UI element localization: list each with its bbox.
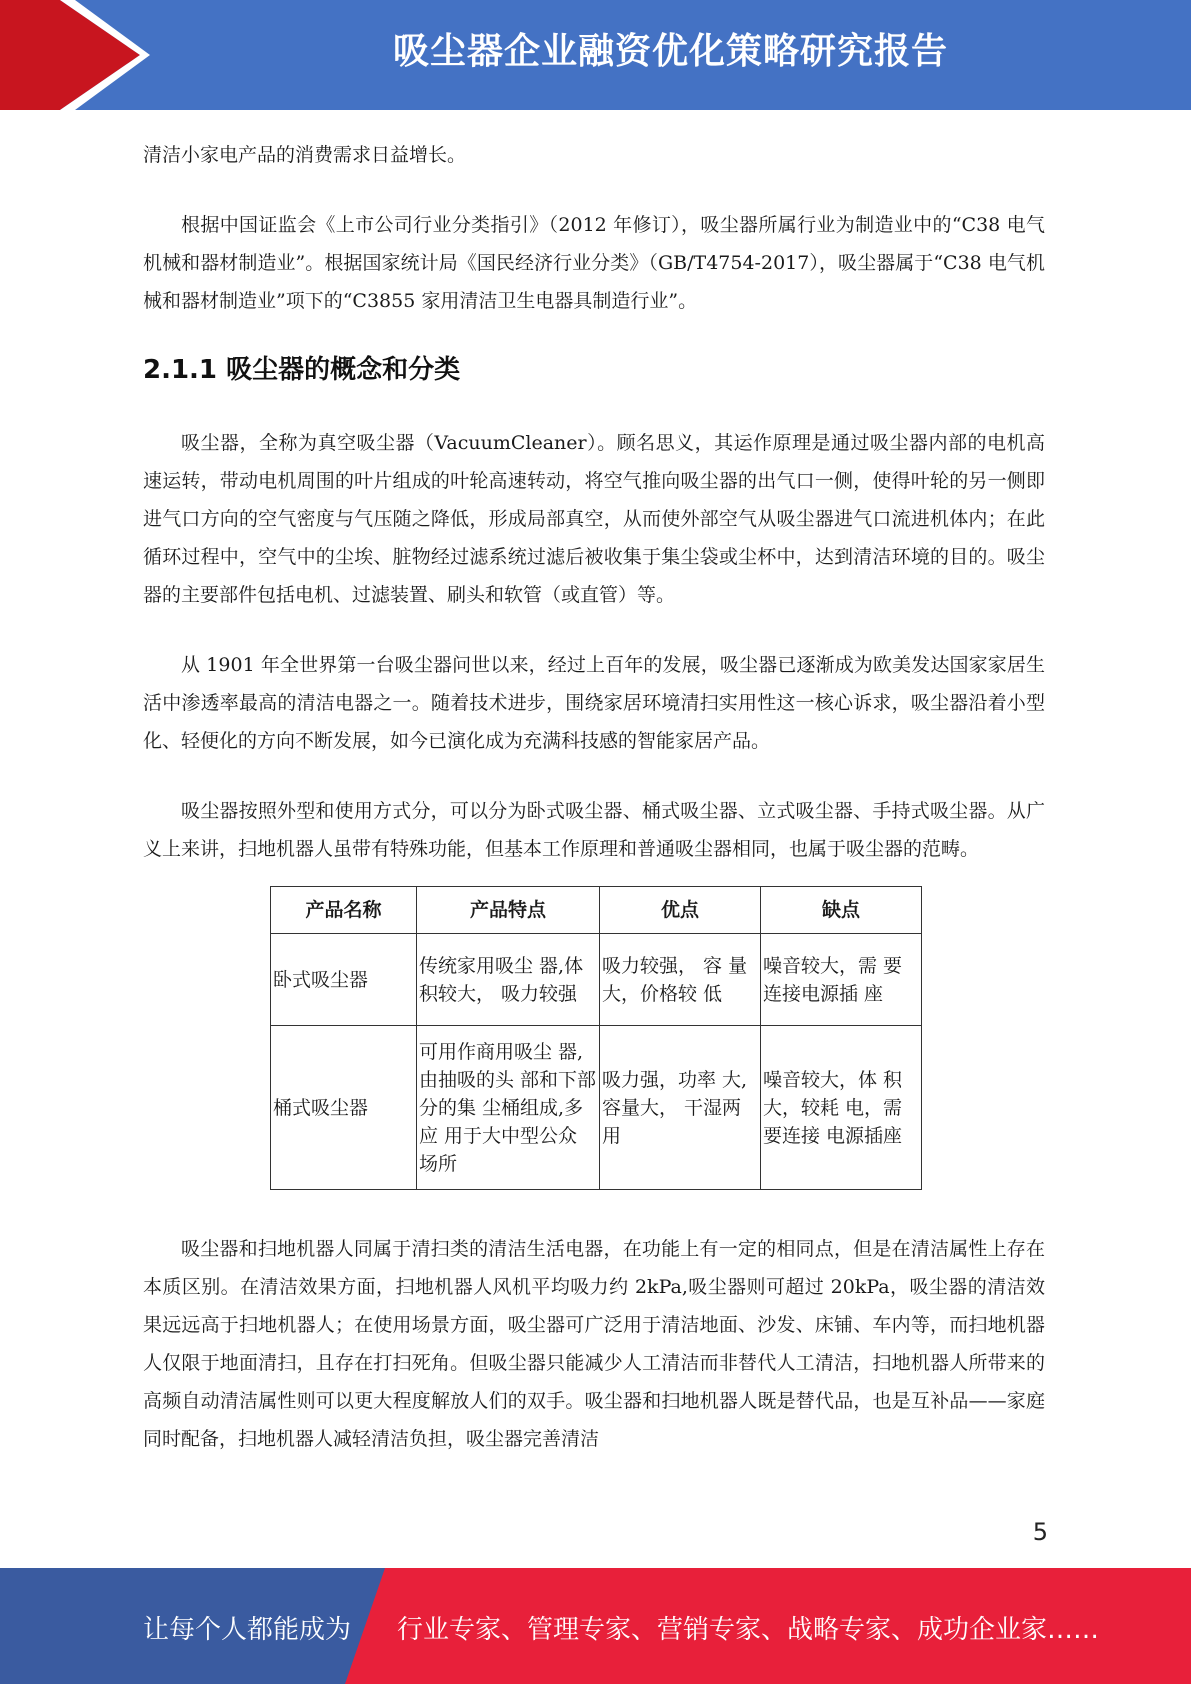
table-cell: 噪音较大，需 要连接电源插 座	[761, 934, 922, 1026]
footer-slogan-left: 让每个人都能成为	[143, 1615, 352, 1645]
footer-slogan-right: 行业专家、管理专家、营销专家、战略专家、成功企业家……	[397, 1615, 1100, 1645]
page-header	[0, 0, 1191, 110]
table-header-cell: 产品特点	[417, 887, 600, 934]
table-cell: 吸力强，功率 大,容量大， 干湿两用	[600, 1026, 761, 1190]
section-heading: 2.1.1 吸尘器的概念和分类	[143, 355, 461, 385]
table-cell: 卧式吸尘器	[271, 934, 417, 1026]
table-header-cell: 缺点	[761, 887, 922, 934]
paragraph: 吸尘器，全称为真空吸尘器（VacuumCleaner）。顾名思义，其运作原理是通过吸尘器内部的电机高速运转，带动电机周围的叶片组成的叶轮高速转动，将空气推向吸尘器的出气口一侧，使得叶轮的另一侧即进气口方向的空气密度与气压随之降低，形成局部真空，从而使外部空气从吸尘器进气口流进机体内；在此循环过程中，空气中的尘埃、脏物经过滤系统过滤后被收集于集尘袋或尘杯中，达到清洁环境的目的。吸尘器的主要部件包括电机、过滤装置、刷头和软管（或直管）等。	[143, 432, 1045, 606]
table-cell: 噪音较大，体 积大，较耗 电，需要连接 电源插座	[761, 1026, 922, 1190]
header-arrow-decoration	[0, 0, 150, 110]
header-title: 吸尘器企业融资优化策略研究报告	[392, 31, 948, 72]
table-row	[271, 1026, 922, 1190]
paragraph: 吸尘器按照外型和使用方式分，可以分为卧式吸尘器、桶式吸尘器、立式吸尘器、手持式吸尘器。从广义上来讲，扫地机器人虽带有特殊功能，但基本工作原理和普通吸尘器相同，也属于吸尘器的范畴。	[143, 800, 1045, 860]
table-row	[271, 934, 922, 1026]
paragraph: 清洁小家电产品的消费需求日益增长。	[143, 144, 467, 166]
document-body	[143, 136, 1045, 1458]
table-header-cell: 优点	[600, 887, 761, 934]
page-number: 5	[1032, 1518, 1048, 1546]
paragraph: 吸尘器和扫地机器人同属于清扫类的清洁生活电器，在功能上有一定的相同点，但是在清洁属性上存在本质区别。在清洁效果方面，扫地机器人风机平均吸力约 2kPa,吸尘器则可超过 20kPa，吸尘器的清洁效果远远高于扫地机器人；在使用场景方面，吸尘器可广泛用于清洁地面、沙发、床铺、车内等，而扫地机器人仅限于地面清扫，且存在打扫死角。但吸尘器只能减少人工清洁而非替代人工清洁，扫地机器人所带来的高频自动清洁属性则可以更大程度解放人们的双手。吸尘器和扫地机器人既是替代品，也是互补品——家庭同时配备，扫地机器人减轻清洁负担，吸尘器完善清洁	[143, 1238, 1045, 1450]
page-footer	[0, 1568, 1191, 1684]
paragraph: 根据中国证监会《上市公司行业分类指引》（2012 年修订），吸尘器所属行业为制造业中的“C38 电气机械和器材制造业”。根据国家统计局《国民经济行业分类》（GB/T4754-2017），吸尘器属于“C38 电气机械和器材制造业”项下的“C3855 家用清洁卫生电器具制造行业”。	[143, 214, 1045, 312]
table-header-cell: 产品名称	[271, 887, 417, 934]
product-comparison-table	[270, 886, 922, 1190]
table-cell: 可用作商用吸尘 器,由抽吸的头 部和下部分的集 尘桶组成,多应 用于大中型公众 场所	[417, 1026, 600, 1190]
table-cell: 桶式吸尘器	[271, 1026, 417, 1190]
table-cell: 传统家用吸尘 器,体积较大， 吸力较强	[417, 934, 600, 1026]
table-header-row	[271, 887, 922, 934]
paragraph: 从 1901 年全世界第一台吸尘器问世以来，经过上百年的发展，吸尘器已逐渐成为欧美发达国家家居生活中渗透率最高的清洁电器之一。随着技术进步，围绕家居环境清扫实用性这一核心诉求，吸尘器沿着小型化、轻便化的方向不断发展，如今已演化成为充满科技感的智能家居产品。	[143, 654, 1045, 752]
table-cell: 吸力较强， 容 量大，价格较 低	[600, 934, 761, 1026]
